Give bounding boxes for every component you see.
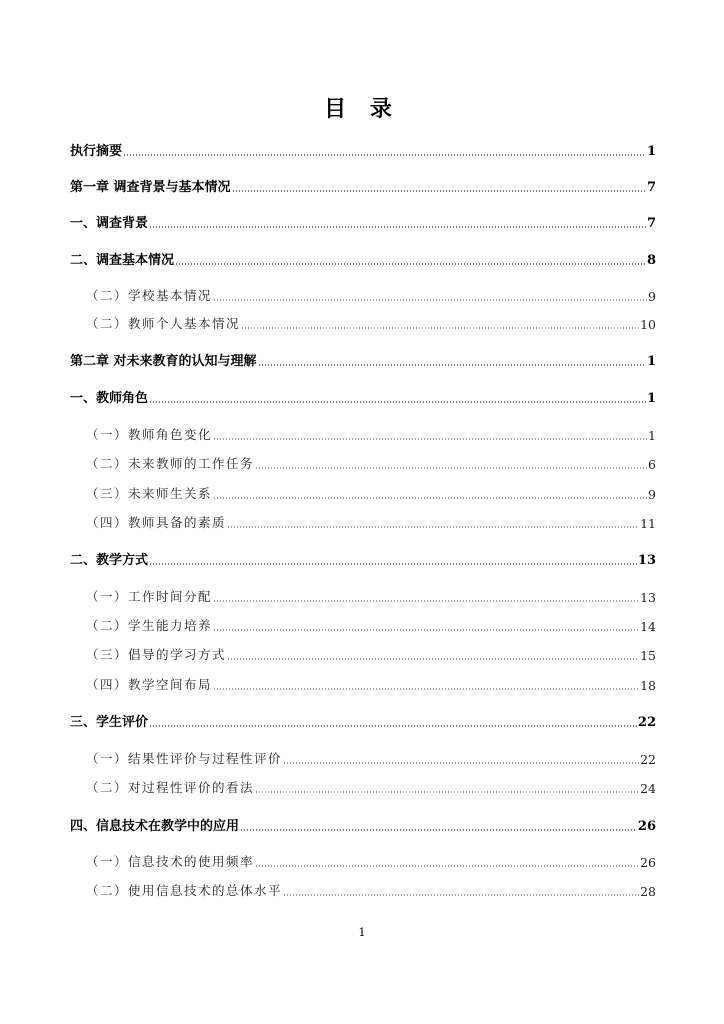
- toc-entry-label: 执行摘要: [70, 144, 123, 159]
- toc-entry-subsection[interactable]: [70, 749, 656, 767]
- toc-entry-label: 一、调查背景: [70, 216, 149, 231]
- toc-entry-page: 9: [648, 289, 656, 304]
- toc-entry-label: （二）学校基本情况: [86, 288, 213, 303]
- toc-entry-page: 28: [640, 884, 656, 899]
- dot-leader: [255, 791, 639, 793]
- toc-entry-section[interactable]: [70, 550, 656, 568]
- dot-leader: [283, 762, 639, 764]
- toc-entry-label: （四）教学空间布局: [86, 677, 213, 692]
- toc-entry-page: 1: [646, 391, 656, 406]
- dot-leader: [213, 600, 639, 602]
- dot-leader: [149, 226, 646, 228]
- dot-leader: [240, 829, 637, 831]
- dot-leader: [283, 894, 639, 896]
- toc-entry-page: 7: [646, 180, 656, 195]
- dot-leader: [255, 467, 647, 469]
- toc-entry-label: （二）使用信息技术的总体水平: [86, 883, 283, 898]
- toc-entry-label: （一）工作时间分配: [86, 589, 213, 604]
- toc-entry-page: 24: [640, 781, 656, 796]
- toc-entry-page: 10: [640, 317, 656, 332]
- dot-leader: [175, 263, 646, 265]
- toc-entry-label: （三）未来师生关系: [86, 486, 213, 501]
- toc-entry-page: 9: [648, 487, 656, 502]
- toc-entry-page: 11: [640, 516, 656, 531]
- toc-entry-subsection[interactable]: [70, 513, 656, 531]
- toc-entry-page: 26: [637, 819, 656, 834]
- dot-leader: [213, 299, 647, 301]
- toc-entry-section[interactable]: [70, 388, 656, 406]
- toc-entry-section[interactable]: [70, 816, 656, 834]
- toc-entry-subsection[interactable]: [70, 587, 656, 605]
- dot-leader: [213, 629, 639, 631]
- dot-leader: [149, 563, 637, 565]
- toc-entry-section[interactable]: [70, 250, 656, 268]
- footer-page-number: 1: [358, 926, 366, 939]
- toc-entry-label: （一）结果性评价与过程性评价: [86, 751, 283, 766]
- toc-entry-label: （二）对过程性评价的看法: [86, 780, 255, 795]
- dot-leader: [213, 497, 647, 499]
- toc-entry-label: （一）教师角色变化: [86, 427, 213, 442]
- dot-leader: [241, 327, 639, 329]
- toc-entry-page: 22: [640, 752, 656, 767]
- toc-entry-page: 15: [640, 648, 656, 663]
- toc-entry-subsection[interactable]: [70, 881, 656, 899]
- toc-entry-subsection[interactable]: [70, 286, 656, 304]
- dot-leader: [213, 438, 647, 440]
- toc-entry-page: 13: [637, 553, 656, 568]
- toc-entry-page: 14: [640, 619, 656, 634]
- toc-entry-label: （二）教师个人基本情况: [86, 316, 241, 331]
- dot-leader: [227, 526, 639, 528]
- dot-leader: [213, 688, 639, 690]
- dot-leader: [149, 725, 637, 727]
- toc-entry-chapter-1[interactable]: [70, 177, 656, 195]
- toc-entry-page: 7: [646, 216, 656, 231]
- toc-entry-subsection[interactable]: [70, 675, 656, 693]
- toc-entry-label: （三）倡导的学习方式: [86, 647, 227, 662]
- toc-entry-chapter-2[interactable]: [70, 351, 656, 369]
- dot-leader: [255, 865, 639, 867]
- dot-leader: [149, 401, 646, 403]
- toc-entry-subsection[interactable]: [70, 616, 656, 634]
- toc-entry-label: （二）未来教师的工作任务: [86, 456, 255, 471]
- toc-entry-label: （四）教师具备的素质: [86, 515, 227, 530]
- dot-leader: [123, 154, 646, 156]
- toc-entry-label: （一）信息技术的使用频率: [86, 854, 255, 869]
- toc-entry-page: 6: [648, 457, 656, 472]
- toc-entry-subsection[interactable]: [70, 454, 656, 472]
- toc-entry-page: 22: [637, 715, 656, 730]
- toc-entry-subsection[interactable]: [70, 314, 656, 332]
- toc-entry-subsection[interactable]: [70, 425, 656, 443]
- dot-leader: [258, 364, 646, 366]
- toc-entry-subsection[interactable]: [70, 645, 656, 663]
- dot-leader: [227, 658, 639, 660]
- toc-entry-label: 二、调查基本情况: [70, 253, 175, 268]
- toc-entry-label: （二）学生能力培养: [86, 618, 213, 633]
- dot-leader: [232, 190, 646, 192]
- toc-entry-page: 26: [640, 855, 656, 870]
- toc-entry-page: 18: [640, 678, 656, 693]
- toc-entry-subsection[interactable]: [70, 484, 656, 502]
- toc-entry-section[interactable]: [70, 712, 656, 730]
- toc-entry-page: 1: [646, 354, 656, 369]
- toc-entry-label: 三、学生评价: [70, 715, 149, 730]
- page-title: 目 录: [324, 97, 400, 122]
- toc-entry-label: 第二章 对未来教育的认知与理解: [70, 354, 257, 369]
- toc-entry-label: 四、信息技术在教学中的应用: [70, 819, 240, 834]
- toc-entry-section[interactable]: [70, 213, 656, 231]
- toc-entry-label: 二、教学方式: [70, 553, 149, 568]
- toc-entry-subsection[interactable]: [70, 852, 656, 870]
- toc-entry-executive-summary[interactable]: [70, 141, 656, 159]
- toc-entry-page: 13: [640, 590, 656, 605]
- toc-entry-page: 1: [646, 144, 656, 159]
- toc-entry-subsection[interactable]: [70, 778, 656, 796]
- toc-entry-page: 1: [648, 428, 656, 443]
- toc-entry-label: 一、教师角色: [70, 391, 149, 406]
- toc-entry-label: 第一章 调查背景与基本情况: [70, 180, 231, 195]
- toc-entry-page: 8: [646, 253, 656, 268]
